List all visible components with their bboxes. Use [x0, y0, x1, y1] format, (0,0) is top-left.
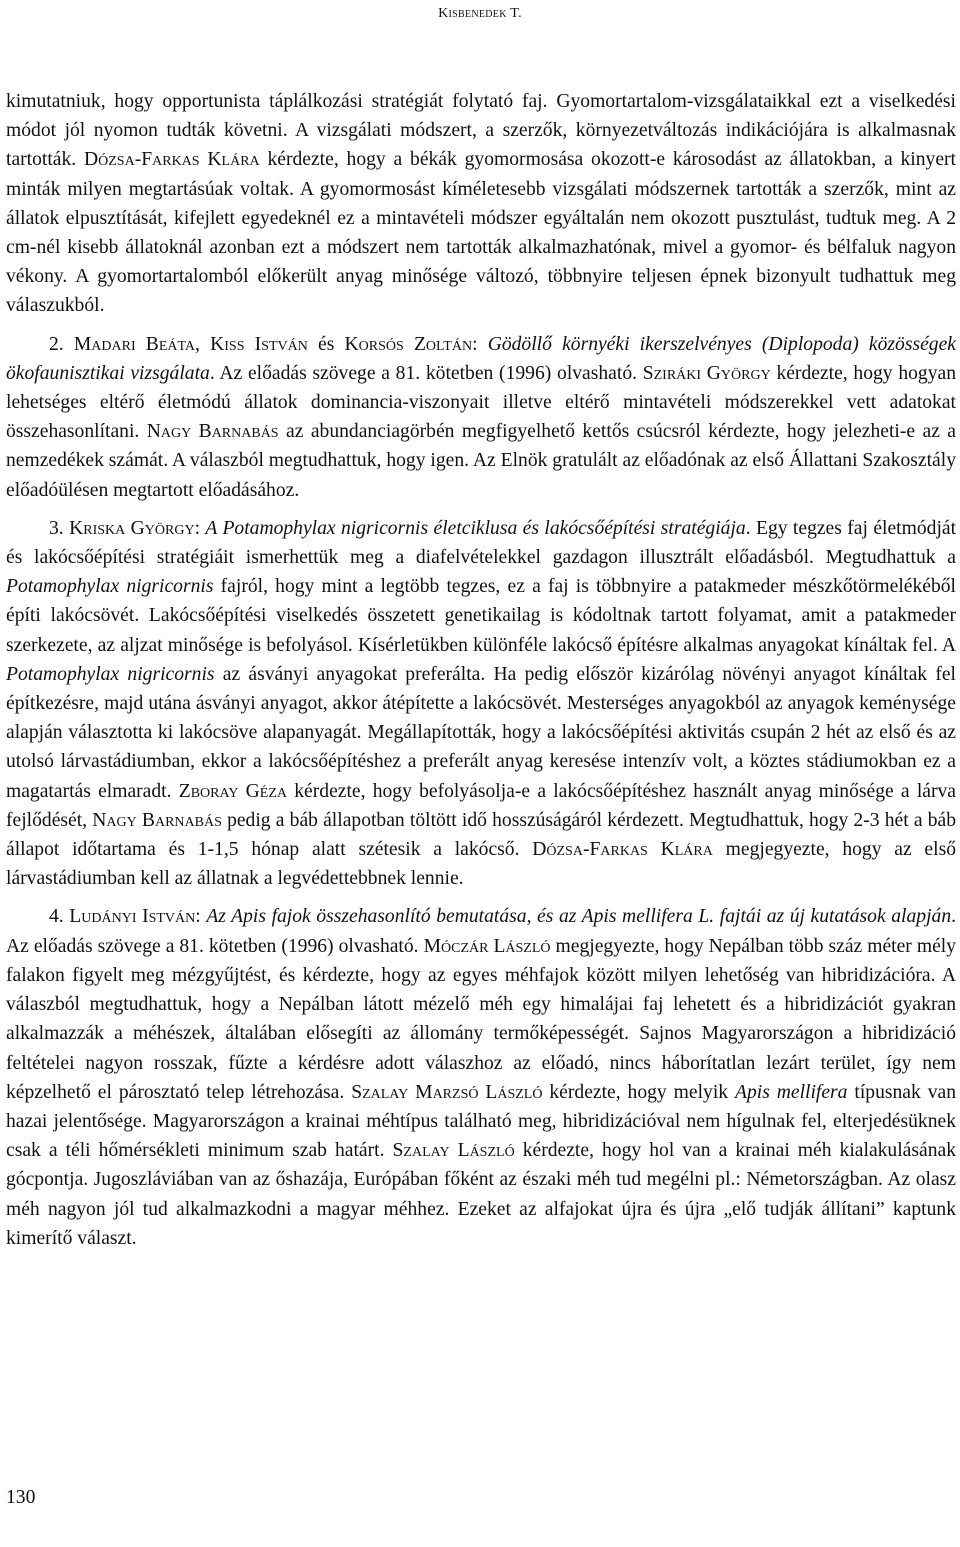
person-name: Zboray Géza [178, 780, 288, 802]
text-segment: : [195, 906, 207, 928]
title-segment: A [205, 517, 223, 539]
text-segment: kérdezte, hogy befolyásolja-e a lakócsőépítéshez használt anyag minősége a lárva fejlődését, [6, 780, 956, 831]
text-segment: : [194, 517, 206, 539]
paragraph-1 [6, 87, 956, 321]
item-number: 2. [49, 333, 74, 355]
talk-title [205, 518, 745, 539]
author-names: Kriska György [69, 517, 195, 539]
author-names: Korsós Zoltán [344, 333, 473, 355]
text-segment: fajról, hogy mint a legtöbb tegzes, ez a faj is többnyire a patakmeder mészkőtörmelékéből építi lakócsövét. Lakócsőépítési viselkedés összetett genetikailag is kódoltnak tartott folyamat, amit a patakmeder szerkezete, az aljzat minősége is befolyásol. Kísérletükben különféle lakócső építésre alkalmas anyagokat kínáltak fel. A [6, 576, 957, 656]
text-segment: megjegyezte, hogy az első lárvastádiumban kell az állatnak a legvédettebbnek lennie. [6, 839, 956, 890]
talk-title: Az Apis fajok összehasonlító bemutatása, és az Apis mellifera L. fajtái az új kutatások alapján [206, 906, 952, 928]
text-segment: . Az előadás szövege a 81. kötetben (1996) olvasható. [209, 362, 643, 384]
text-segment: : [472, 333, 488, 355]
text-segment: kérdezte, hogy hogyan lehetséges eltérő életmódú állatok dominancia-viszonyait illetve eltérő mintavételi módszerekkel vett adatokat összehasonlítani. [6, 362, 956, 443]
running-header: Kisbenedek T. [438, 6, 522, 21]
person-name: Nagy Barnabás [92, 809, 222, 831]
body-text [6, 87, 956, 1253]
text-segment: kimutatniuk, hogy opportunista táplálkozási stratégiát folytató faj. Gyomortartalom-vizsgálataikkal ezt a viselkedési módot jól nyomon tudták követni. A vizsgálati módszert, a szerzők, környezetváltozás indikációjára is alkalmasnak tartották. [6, 91, 956, 171]
person-name: Sziráki György [642, 362, 771, 384]
text-segment: kérdezte, hogy melyik [542, 1081, 735, 1103]
text-segment: kérdezte, hogy a békák gyomormosása okozott-e károsodást az állatokban, a kinyert minták milyen megtartásúak voltak. A gyomormosást kíméletesebb vizsgálati módszernek tartották a szerzők, mint az állatok elpusztítását, kifejlett egyedeknél ez a mintavételi módszer egyáltalán nem okozott pusztulást, tudtuk meg. A 2 cm-nél kisebb állatoknál azonban ezt a módszert nem tartották alkalmazhatónak, mivel a gyomor- és bélfaluk nagyon vékony. A gyomortartalomból előkerült anyag minősége változó, többnyire teljesen épnek bizonyult tudhattuk meg válaszukból. [6, 149, 956, 317]
talk-title: Gödöllő környéki ikerszelvényes (Diplopoda) közösségek ökofaunisztikai vizsgálata [6, 333, 956, 384]
person-name: Dózsa-Farkas Klára [532, 839, 713, 861]
page-number: 130 [6, 1487, 36, 1508]
paragraph-3 [6, 514, 956, 894]
text-segment: . Egy tegzes faj életmódját és lakócsőépítési stratégiáit ismerhettük meg a diafelvételekkel gazdagon illusztrált előadásból. Megtudhattuk a [6, 517, 957, 569]
person-name: Dózsa-Farkas Klára [84, 149, 260, 171]
species-name: Potamophylax nigricornis [6, 663, 215, 685]
text-segment: megjegyezte, hogy Nepálban több száz méter mély falakon figyelt meg mézgyűjtést, és kérdezte, hogy az egyes méhfajok között milyen lehetőség van hibridizációra. A válaszból megtudhattuk, hogy a Nepálban látott mézelő méh egy himalájai faj lehetett és a hibridizációt gyakran alkalmazzák a méhészek, általában elősegíti az állomány termőképességét. Sajnos Magyarországon a hibridizáció feltételei nagyon rosszak, fűzte a kérdésre adott válaszhoz az előadó, nincs háborítatlan lezárt terület, így nem képzelhető el párosztató telep létrehozása. [6, 935, 957, 1103]
author-names: Ludányi István [69, 906, 196, 928]
item-number: 4. [49, 906, 70, 928]
person-name: Szalay László [392, 1140, 515, 1162]
text-segment: az ásványi anyagokat preferálta. Ha pedig először kizárólag növényi anyagot kínáltak fel építkezésre, majd utána ásványi anyagot, akkor átépítette a lakócsövét. Mesterséges anyagokból az anyagok keménysége alapján választotta ki lakócsöve alapanyagát. Megállapították, hogy a lakócsőépítési aktivitás csupán 2 hét az első és az utolsó lárvastádiumban, ekkor a lakócsőépítéshez a preferált anyag keresése intenzív volt, a köztes stádiumokban ez a magatartás elmaradt. [6, 663, 956, 802]
author-names: Madari Beáta, Kiss István [73, 333, 308, 355]
person-name: Szalay Marzsó László [351, 1081, 543, 1103]
text-segment: . Az előadás szövege a 81. kötetben (1996) olvasható. [6, 906, 957, 957]
paragraph-4 [6, 902, 956, 1252]
title-segment: életciklusa és lakócsőépítési stratégiája [428, 517, 746, 539]
text-segment: típusnak van hazai jelentősége. Magyarországon a krainai méhtípus található meg, hibridizációval nem hígulnak fel, elterjedésüknek csak a téli hőmérsékleti minimum szab határt. [6, 1081, 956, 1162]
species-name: Apis mellifera [734, 1081, 848, 1103]
paragraph-2 [6, 330, 956, 505]
text-segment: az abundanciagörbén megfigyelhető kettős csúcsról kérdezte, hogy jelezheti-e az a nemzedékek számát. A válaszból megtudhattuk, hogy igen. Az Elnök gratulált az előadónak az első Állattani Szakosztály előadóülésen megtartott előadásához. [6, 421, 956, 501]
person-name: Móczár László [423, 935, 551, 957]
item-number: 3. [49, 517, 70, 539]
person-name: Nagy Barnabás [146, 421, 279, 443]
species-name: Potamophylax nigricornis [222, 517, 429, 539]
text-segment: pedig a báb állapotban töltött idő hosszúságáról kérdezett. Megtudhattuk, hogy 2-3 hét a báb állapot időtartama és 1-1,5 hónap alatt szétesik a lakócső. [6, 809, 956, 861]
text-segment: és [307, 333, 345, 355]
text-segment: kérdezte, hogy hol van a krainai méh kialakulásának gócpontja. Jugoszláviában van az őshazája, Európában főként az északi méh tud megélni pl.: Németországban. Az olasz méh nagyon jól tud alkalmazkodni a magyar méhhez. Ezeket az alfajokat újra és újra „elő tudják állítani” kaptunk kimerítő választ. [6, 1140, 956, 1249]
species-name: Potamophylax nigricornis [6, 576, 214, 598]
